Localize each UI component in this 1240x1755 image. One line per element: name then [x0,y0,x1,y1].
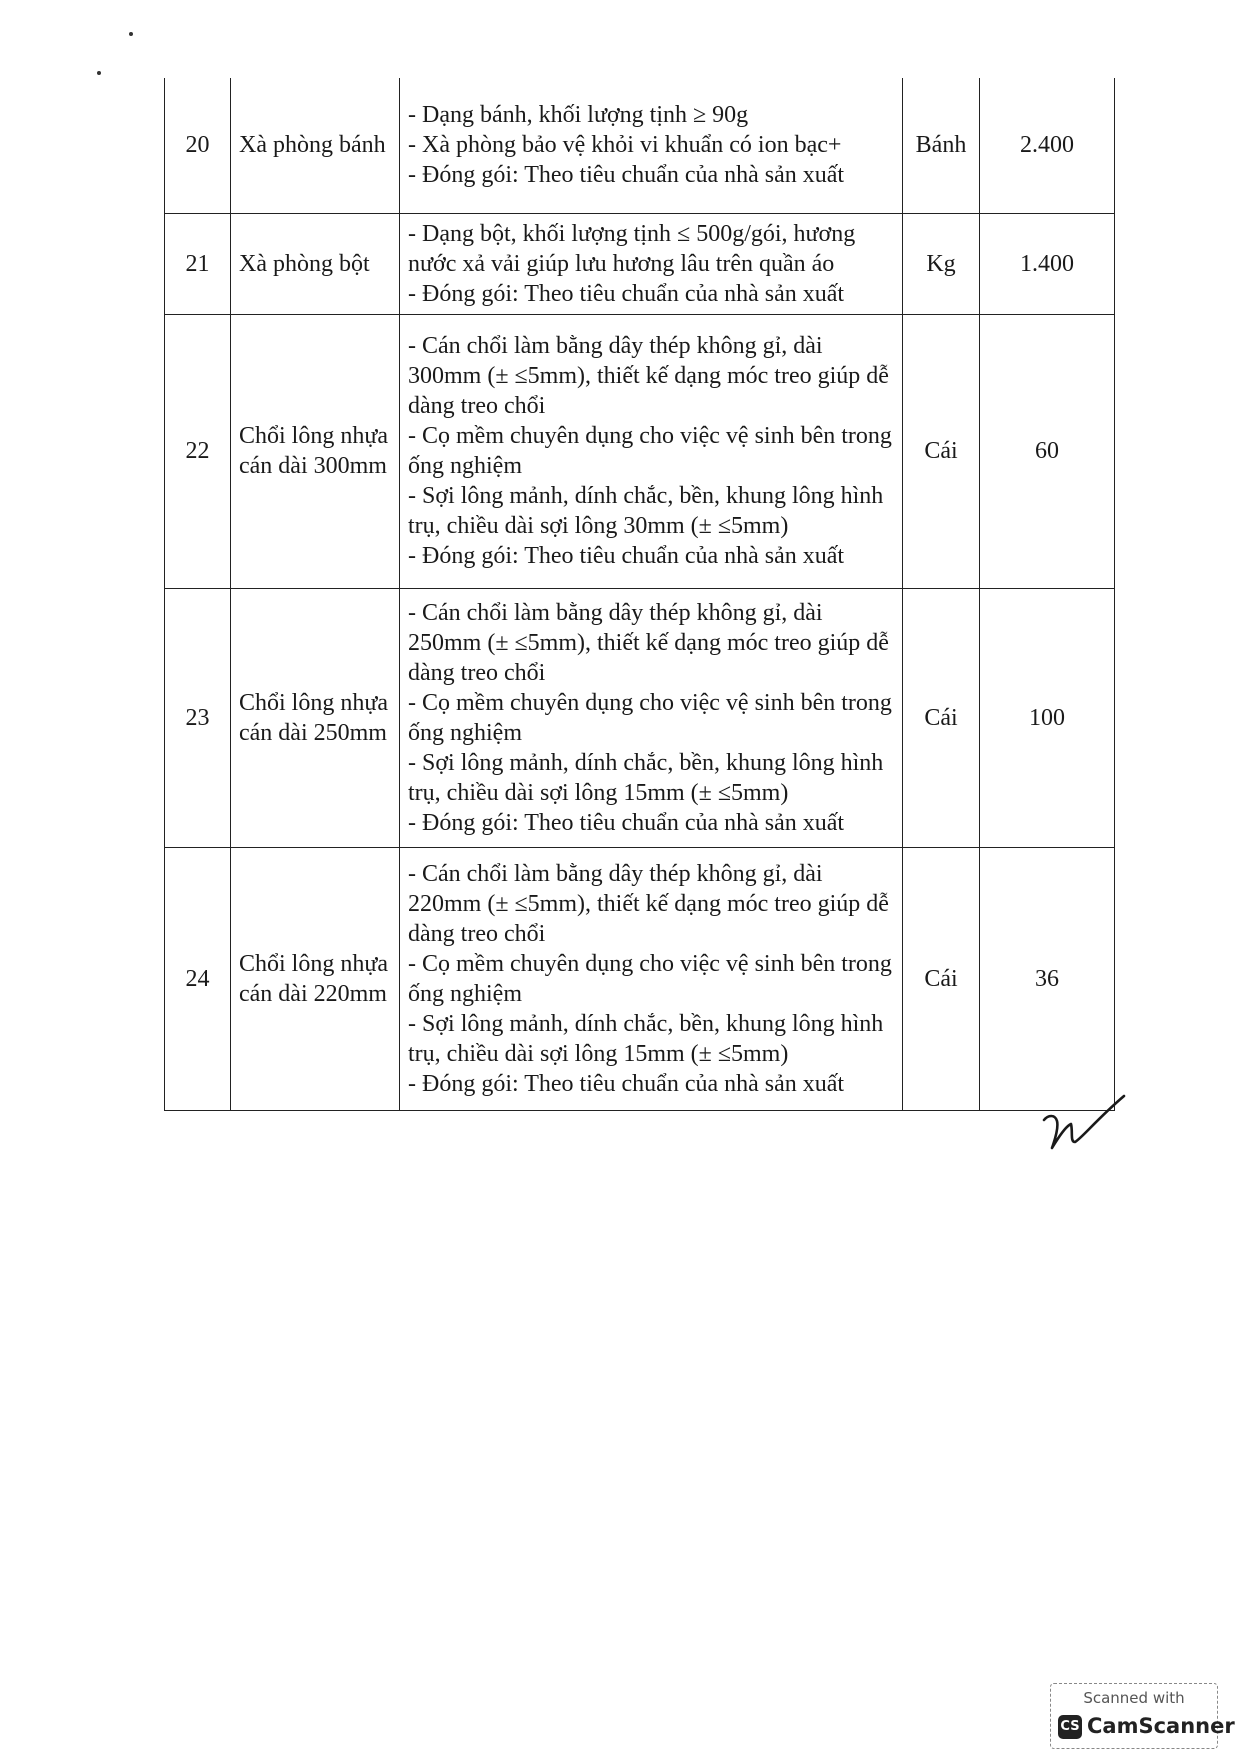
description-line: ống nghiệm [408,980,522,1007]
item-name-line: Chổi lông nhựa [239,950,389,977]
item-unit: Cái [903,588,980,847]
description-line: - Cọ mềm chuyên dụng cho việc vệ sinh bên trong [408,423,892,449]
description-line: - Đóng gói: Theo tiêu chuẩn của nhà sản xuất [408,162,845,189]
description-line: trụ, chiều dài sợi lông 30mm (± ≤5mm) [408,513,789,539]
scan-speck [97,71,101,75]
item-unit: Bánh [903,78,980,213]
item-name [231,213,400,314]
spec-table-body [165,78,1115,1110]
item-unit: Cái [903,314,980,588]
item-number: 21 [165,213,231,314]
description-line: - Cọ mềm chuyên dụng cho việc vệ sinh bên trong [408,689,892,716]
item-number: 24 [165,847,231,1110]
description-line: dàng treo chổi [408,393,546,419]
description-line: - Đóng gói: Theo tiêu chuẩn của nhà sản xuất [408,809,845,836]
description-line: dàng treo chổi [408,659,546,686]
item-name-line: Xà phòng bánh [239,132,386,159]
item-description [400,213,903,314]
item-quantity: 100 [980,588,1115,847]
item-number: 20 [165,78,231,213]
item-name-line: cán dài 220mm [239,980,387,1007]
description-line: ống nghiệm [408,719,522,746]
description-line: - Sợi lông mảnh, dính chắc, bền, khung lông hình [408,1010,884,1037]
camscanner-logo-icon: CS [1058,1715,1082,1739]
description-line: - Cán chổi làm bằng dây thép không gỉ, dài [408,599,823,626]
item-name-line: cán dài 300mm [239,453,387,479]
description-line: - Dạng bánh, khối lượng tịnh ≥ 90g [408,102,749,129]
description-line: - Cọ mềm chuyên dụng cho việc vệ sinh bên trong [408,950,892,977]
watermark-caption: Scanned with [1083,1689,1185,1707]
description-line: dàng treo chổi [408,920,546,947]
item-quantity: 1.400 [980,213,1115,314]
description-line: - Cán chổi làm bằng dây thép không gỉ, dài [408,333,823,359]
item-description [400,847,903,1110]
item-name-line: Chổi lông nhựa [239,689,389,716]
table-row [165,314,1115,588]
description-line: 250mm (± ≤5mm), thiết kế dạng móc treo giúp dễ [408,629,889,656]
description-line: trụ, chiều dài sợi lông 15mm (± ≤5mm) [408,779,789,806]
item-name [231,847,400,1110]
description-line: - Cán chổi làm bằng dây thép không gỉ, dài [408,860,823,887]
item-name-line: Xà phòng bột [239,250,370,277]
item-description [400,314,903,588]
description-line: - Sợi lông mảnh, dính chắc, bền, khung lông hình [408,749,884,776]
item-name-line: cán dài 250mm [239,719,387,746]
item-name [231,78,400,213]
description-line: - Xà phòng bảo vệ khỏi vi khuẩn có ion bạc+ [408,132,842,159]
item-number: 22 [165,314,231,588]
description-line: - Đóng gói: Theo tiêu chuẩn của nhà sản xuất [408,280,845,307]
description-line: ống nghiệm [408,453,522,479]
item-quantity: 2.400 [980,78,1115,213]
spec-table [164,78,1115,1111]
item-unit: Kg [903,213,980,314]
scan-speck [129,32,133,36]
item-quantity: 60 [980,314,1115,588]
item-description [400,588,903,847]
description-line: - Đóng gói: Theo tiêu chuẩn của nhà sản xuất [408,1070,845,1097]
table-row [165,78,1115,213]
watermark-brand: CamScanner [1087,1714,1235,1738]
item-description [400,78,903,213]
description-line: 300mm (± ≤5mm), thiết kế dạng móc treo giúp dễ [408,363,889,389]
description-line: 220mm (± ≤5mm), thiết kế dạng móc treo giúp dễ [408,890,889,917]
description-line: - Đóng gói: Theo tiêu chuẩn của nhà sản xuất [408,543,845,569]
table-row [165,847,1115,1110]
item-name [231,314,400,588]
item-name-line: Chổi lông nhựa [239,423,389,449]
item-quantity: 36 [980,847,1115,1110]
item-name [231,588,400,847]
item-unit: Cái [903,847,980,1110]
description-line: - Sợi lông mảnh, dính chắc, bền, khung lông hình [408,483,884,509]
camscanner-watermark [1050,1683,1235,1749]
description-line: - Dạng bột, khối lượng tịnh ≤ 500g/gói, hương [408,220,856,247]
table-row [165,213,1115,314]
description-line: nước xả vải giúp lưu hương lâu trên quần áo [408,250,835,277]
item-number: 23 [165,588,231,847]
description-line: trụ, chiều dài sợi lông 15mm (± ≤5mm) [408,1040,789,1067]
signature-icon [1038,1090,1128,1160]
table-row [165,588,1115,847]
